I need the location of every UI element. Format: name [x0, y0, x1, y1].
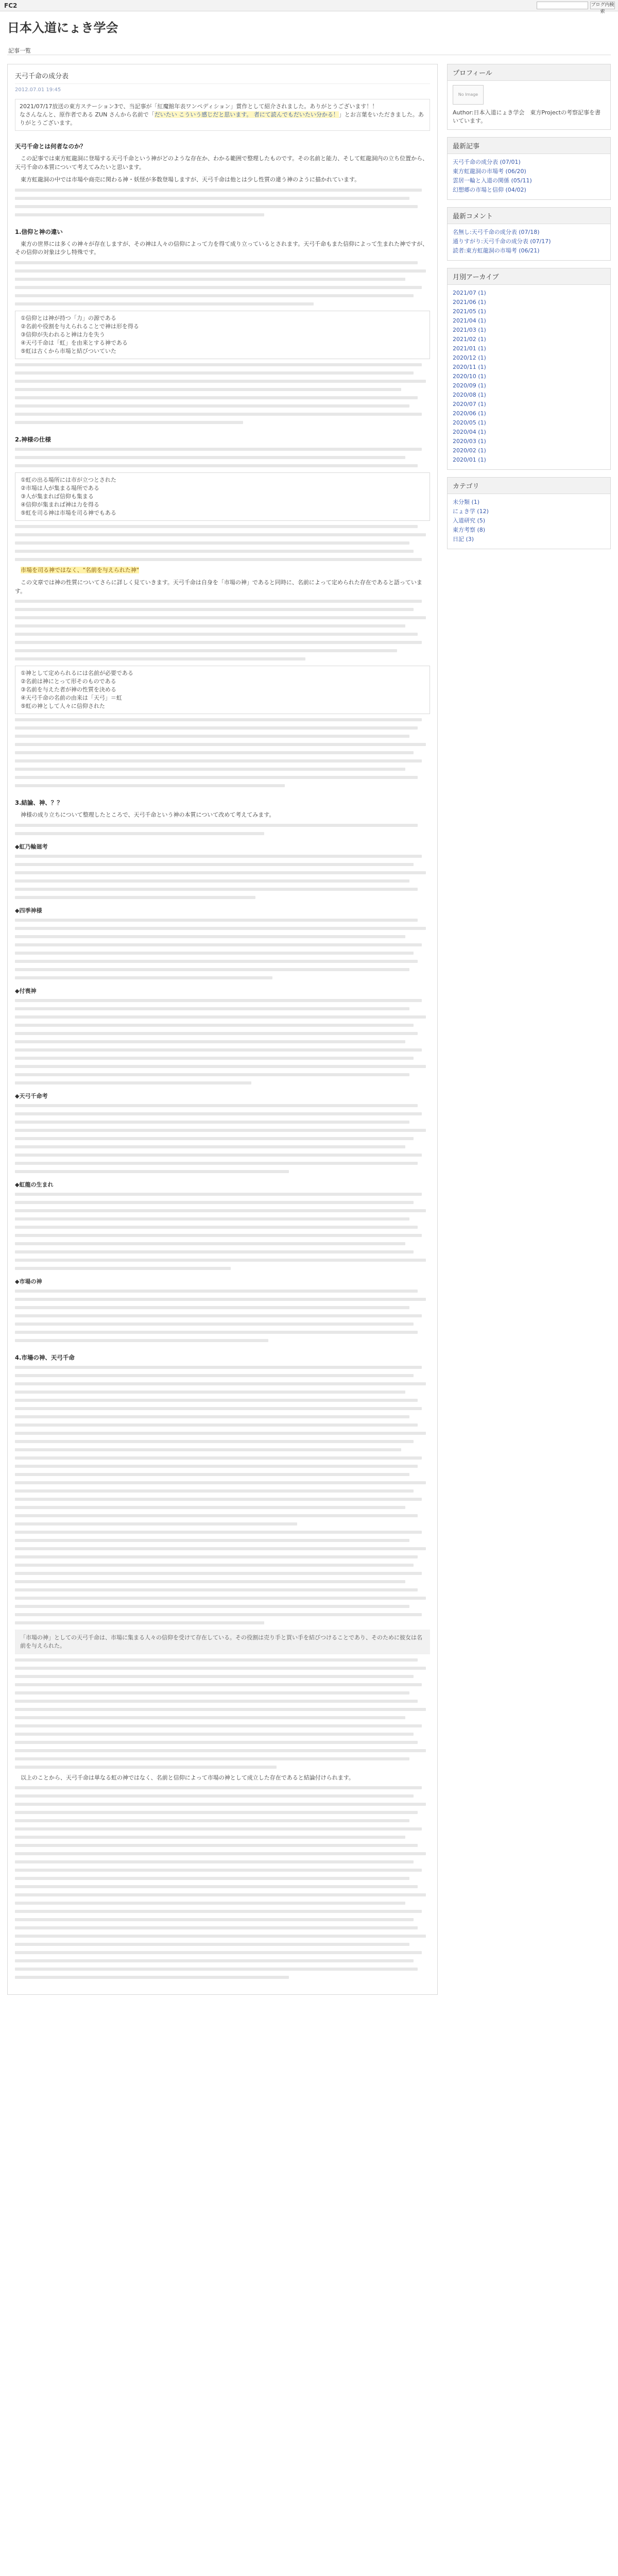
- zun-quote-highlight: だいたい こういう感じだと思います。 者にて読んでもだいたい分かる！: [154, 111, 339, 118]
- category-heading: カテゴリ: [448, 478, 610, 494]
- archive-link[interactable]: 2020/11 (1): [453, 364, 486, 370]
- section-heading-4: 3.結論、神、？？: [15, 799, 63, 806]
- recent-comments-widget: [447, 207, 611, 261]
- text-block: [15, 261, 430, 306]
- archive-link[interactable]: 2020/09 (1): [453, 382, 486, 389]
- gray-note-box: 「市場の神」としての天弓千命は、市場に集まる人々の信仰を受けて存在している。その役割は売り手と買い手を結びつけることであり、そのために彼女は名前を与えられた。: [15, 1630, 430, 1654]
- archive-link[interactable]: 2021/07 (1): [453, 290, 486, 296]
- quote-box-2: ①虹の出る場所には市が立つとされた ②市場は人が集まる場所である ③人が集まれば信仰も集まる ④信仰が集まれば神は力を得る ⑤虹を司る神は市場を司る神でもある: [15, 472, 430, 521]
- highlight-text: 市場を司る神ではなく、"名前を与えられた神": [21, 566, 139, 573]
- text-block: [15, 600, 430, 660]
- text-block: [15, 718, 430, 787]
- subheading: ◆虹乃輪廻考: [15, 843, 48, 850]
- entry-date: 2012.07.01 19:45: [15, 87, 61, 93]
- text-block: [15, 855, 430, 899]
- paragraph: この文章では神の性質についてさらに詳しく見ていきます。天弓千命は自身を「市場の神」であると同時に、名前によって定められた存在であると語っています。: [15, 579, 422, 595]
- main-column: [7, 64, 438, 1995]
- archive-link[interactable]: 2020/05 (1): [453, 419, 486, 426]
- text-block: [15, 448, 430, 467]
- text-block: [15, 999, 430, 1084]
- archive-link[interactable]: 2020/08 (1): [453, 392, 486, 398]
- quote-box-1: ①信仰とは神が持つ「力」の源である ②名前や役割を与えられることで神は形を得る ③信仰が失われると神は力を失う ④天弓千命は「虹」を由来とする神である ⑤虹は古くから市場と結びついていた: [15, 311, 430, 359]
- top-bar: [0, 0, 618, 14]
- subheading: ◆虹龍の生まれ: [15, 1181, 54, 1188]
- site-title[interactable]: 日本入道にょき学会: [7, 20, 118, 35]
- archive-link[interactable]: 2021/03 (1): [453, 327, 486, 333]
- section-heading-2: 1.信仰と神の違い: [15, 228, 63, 235]
- paragraph: 東方の世界には多くの神々が存在しますが、その神は人々の信仰によって力を得て成り立っているとされます。天弓千命もまた信仰によって生まれた神ですが、その信仰の対象は少し特殊です。: [15, 240, 428, 256]
- profile-image: No Image: [453, 85, 484, 105]
- archive-link[interactable]: 2020/03 (1): [453, 438, 486, 445]
- blog-search-button[interactable]: ブログ内検索: [591, 3, 614, 14]
- recent-entries-widget: [447, 137, 611, 200]
- fc2-logo[interactable]: FC2: [4, 2, 18, 9]
- archive-link[interactable]: 2020/04 (1): [453, 429, 486, 435]
- text-block: [15, 1104, 430, 1173]
- comments-heading: 最新コメント: [448, 208, 610, 224]
- recent-entry-link[interactable]: 雲居一輪と入道の関係 (05/11): [453, 177, 532, 184]
- entry-lead-box: [15, 99, 430, 131]
- category-widget: [447, 477, 611, 549]
- archive-link[interactable]: 2020/07 (1): [453, 401, 486, 408]
- text-block: [15, 1193, 430, 1270]
- archive-link[interactable]: 2020/06 (1): [453, 410, 486, 417]
- lead-line-1: 2021/07/17放送の東方ステーション3で、当記事が「紅魔館年表ワンペディション」賞作として紹介されました。ありがとうございます！！: [20, 103, 378, 110]
- archive-link[interactable]: 2021/01 (1): [453, 345, 486, 352]
- sidebar: [447, 64, 611, 556]
- archive-link[interactable]: 2020/01 (1): [453, 456, 486, 463]
- section-heading-1: 天弓千命とは何者なのか？: [15, 143, 86, 150]
- category-link[interactable]: 東方考察 (8): [453, 527, 486, 533]
- recent-entry-link[interactable]: 東方虹龍洞の市場考 (06/20): [453, 168, 526, 175]
- comment-link[interactable]: 通りすがり:天弓千命の成分表 (07/17): [453, 238, 551, 245]
- text-block: [15, 1366, 430, 1526]
- text-block: [15, 919, 430, 979]
- archive-link[interactable]: 2021/05 (1): [453, 308, 486, 315]
- text-block: [15, 363, 430, 424]
- profile-text: Author:日本入道にょき学会 東方Projectの考察記事を書いています。: [453, 109, 600, 124]
- archive-heading: 月別アーカイブ: [448, 268, 610, 285]
- archive-link[interactable]: 2021/04 (1): [453, 317, 486, 324]
- comment-link[interactable]: 読者:東方虹龍洞の市場考 (06/21): [453, 247, 540, 254]
- subheading: ◆付喪神: [15, 987, 37, 994]
- text-block: [15, 525, 430, 561]
- entry-title[interactable]: 天弓千命の成分表: [15, 71, 430, 84]
- subheading: ◆四季神様: [15, 907, 42, 914]
- section-heading-5: 4.市場の神、天弓千命: [15, 1353, 75, 1361]
- section-heading-3: 2.神様の仕様: [15, 435, 51, 443]
- archive-widget: [447, 268, 611, 470]
- lead-line-2: なさんなんと、原作者である ZUN さんから名前で「だいたい こういう感じだと思います。 者にて読んでもだいたい分かる！」とお言葉をいただきました。ありがとうございます。: [20, 111, 424, 126]
- quote-box-3: ①神として定められるには名前が必要である ②名前は神にとって形そのものである ③名前を与えた者が神の性質を決める ④天弓千命の名前の由来は「天弓」＝虹 ⑤虹の神として人々に信仰された: [15, 666, 430, 714]
- comment-link[interactable]: 名無し:天弓千命の成分表 (07/18): [453, 229, 540, 235]
- entry: [7, 64, 438, 1995]
- entry-list-link[interactable]: 記事一覧: [8, 47, 31, 54]
- profile-widget: [447, 64, 611, 130]
- archive-link[interactable]: 2020/02 (1): [453, 447, 486, 454]
- archive-link[interactable]: 2021/02 (1): [453, 336, 486, 343]
- paragraph: この記事では東方虹龍洞に登場する天弓千命という神がどのような存在か、わかる範囲で整理したものです。その名前と能力、そして虹龍洞内の立ち位置から、天弓千命の本質について考えてみたいと思います。: [15, 155, 428, 171]
- recent-entry-link[interactable]: 天弓千命の成分表 (07/01): [453, 159, 521, 165]
- category-link[interactable]: 入道研究 (5): [453, 517, 486, 524]
- paragraph: 東方虹龍洞の中では市場や商売に関わる神・妖怪が多数登場しますが、天弓千命は他とは少し性質の違う神のように描かれています。: [21, 176, 360, 183]
- recent-entry-link[interactable]: 幻想郷の市場と信仰 (04/02): [453, 187, 526, 193]
- category-link[interactable]: 日記 (3): [453, 536, 474, 543]
- text-block: [15, 1658, 430, 1769]
- text-block: [15, 824, 430, 835]
- profile-heading: プロフィール: [448, 64, 610, 81]
- archive-link[interactable]: 2020/10 (1): [453, 373, 486, 380]
- text-block: [15, 1290, 430, 1342]
- archive-link[interactable]: 2020/12 (1): [453, 354, 486, 361]
- text-block: [15, 189, 430, 216]
- archive-link[interactable]: 2021/06 (1): [453, 299, 486, 306]
- category-link[interactable]: 未分類 (1): [453, 499, 480, 505]
- text-block: [15, 1531, 430, 1624]
- conclusion-paragraph: 以上のことから、天弓千命は単なる虹の神ではなく、名前と信仰によって市場の神として成立した存在であると結論付けられます。: [21, 1774, 354, 1781]
- paragraph: 神様の成り立ちについて整理したところで、天弓千命という神の本質について改めて考えてみます。: [21, 811, 275, 818]
- highlight-paragraph: [15, 566, 430, 575]
- blog-search-input[interactable]: [537, 2, 588, 9]
- category-link[interactable]: にょき学 (12): [453, 508, 489, 515]
- subheading: ◆市場の神: [15, 1278, 42, 1285]
- recent-heading: 最新記事: [448, 138, 610, 154]
- subheading: ◆天弓千命考: [15, 1092, 48, 1099]
- text-block: [15, 1786, 430, 1979]
